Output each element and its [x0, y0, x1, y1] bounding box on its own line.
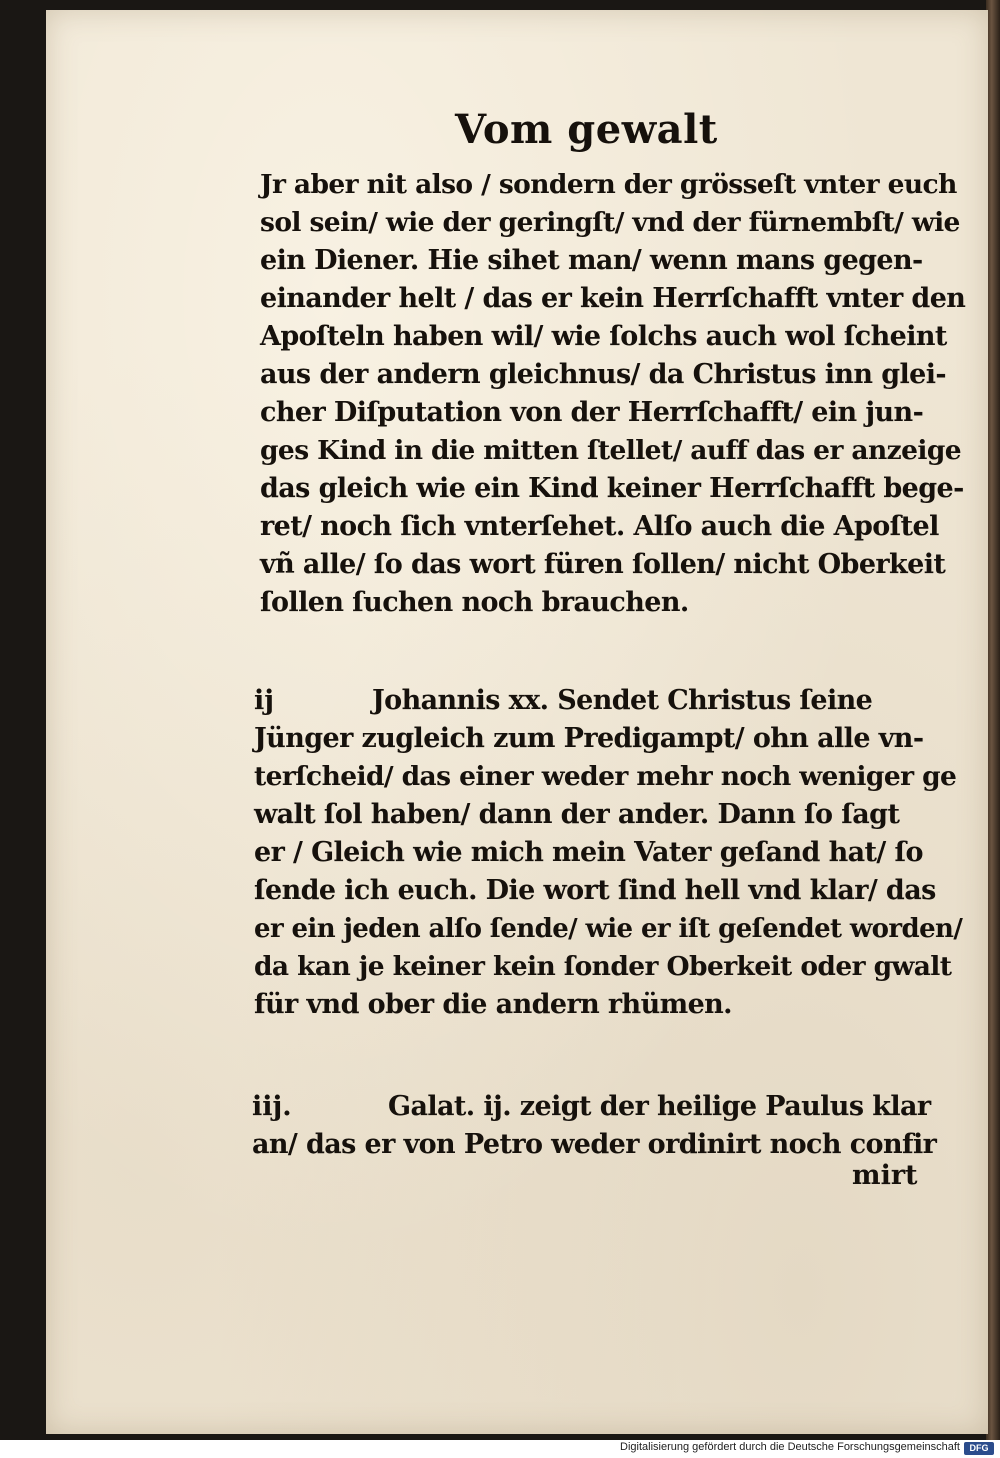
text-line: da kan je keiner kein ſonder Oberkeit oder gwalt — [254, 951, 952, 982]
page-heading: Vom gewalt — [455, 106, 718, 153]
text-line: Jünger zugleich zum Predigampt/ ohn alle vn- — [254, 723, 924, 754]
text-line: für vnd ober die andern rhümen. — [254, 989, 732, 1020]
book-page — [46, 10, 988, 1434]
text-line: er / Gleich wie mich mein Vater geſand hat/ ſo — [254, 837, 923, 868]
section-2-number: ij — [254, 685, 275, 716]
text-line: terſcheid/ das einer weder mehr noch weniger ge — [254, 761, 957, 792]
text-line: sol sein/ wie der geringſt/ vnd der fürnembſt/ wie — [260, 207, 960, 238]
text-line: Galat. ij. zeigt der heilige Paulus klar — [388, 1091, 931, 1122]
text-line: Apoſteln haben wil/ wie ſolchs auch wol ſcheint — [260, 321, 947, 352]
text-line: walt ſol haben/ dann der ander. Dann ſo ſagt — [254, 799, 900, 830]
text-line: einander helt / das er kein Herrſchafft vnter den — [260, 283, 966, 314]
text-line: er ein jeden alſo ſende/ wie er iſt geſendet worden/ — [254, 914, 963, 944]
footer — [0, 1440, 1000, 1458]
text-line: ſollen ſuchen noch brauchen. — [260, 587, 689, 618]
text-line: cher Diſputation von der Herrſchafft/ ein jun- — [260, 397, 924, 428]
book-edge — [986, 0, 1000, 1440]
text-line: das gleich wie ein Kind keiner Herrſchafft bege- — [260, 473, 964, 504]
text-line: ein Diener. Hie sihet man/ wenn mans gegen- — [260, 245, 923, 276]
text-line: ret/ noch ſich vnterſehet. Alſo auch die Apoſtel — [260, 511, 939, 542]
dfg-logo-icon: DFG — [964, 1442, 994, 1455]
catchword: mirt — [852, 1160, 918, 1191]
text-line: Jr aber nit also / sondern der grösseſt vnter euch — [260, 169, 957, 200]
text-line: ges Kind in die mitten ſtellet/ auff das er anzeige — [260, 435, 962, 466]
text-line: an/ das er von Petro weder ordinirt noch confir — [252, 1129, 937, 1160]
text-line: ſende ich euch. Die wort ſind hell vnd klar/ das — [254, 875, 936, 906]
text-line: Johannis xx. Sendet Christus ſeine — [372, 685, 873, 716]
text-line: vñ alle/ ſo das wort füren ſollen/ nicht Oberkeit — [260, 549, 946, 580]
section-3-number: iij. — [252, 1091, 292, 1122]
text-line: aus der andern gleichnus/ da Christus inn glei- — [260, 359, 946, 390]
footer-credit: Digitalisierung gefördert durch die Deutsche Forschungsgemeinschaft — [620, 1441, 960, 1453]
